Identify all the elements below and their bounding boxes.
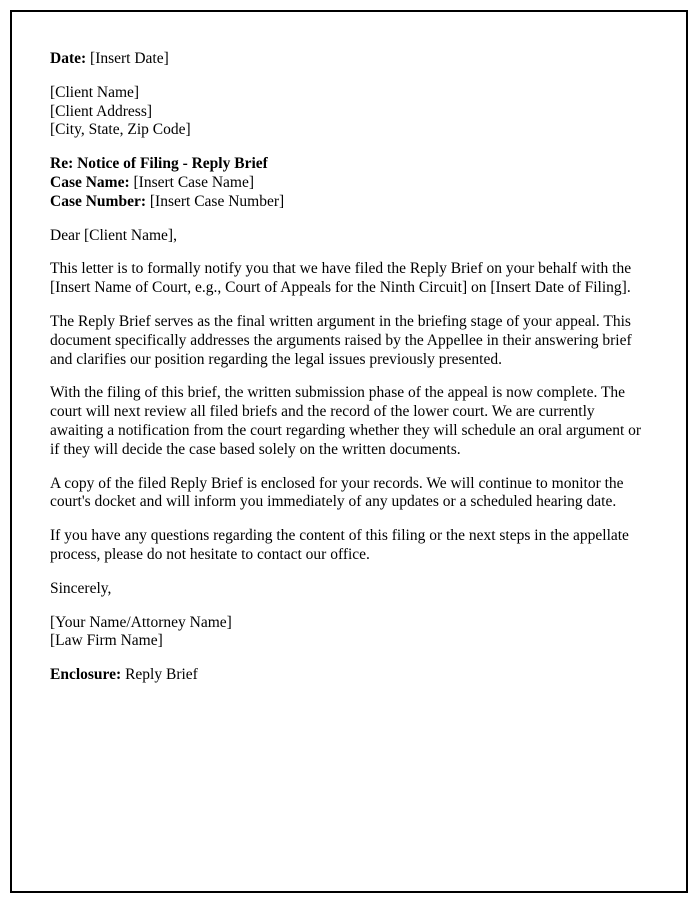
enclosure-label: Enclosure: [50, 666, 122, 684]
subject-line: Re: Notice of Filing - Reply Brief [50, 155, 268, 173]
body-paragraph-1: This letter is to formally notify you that we have filed the Reply Brief on your behalf with the [Insert Name of Court, e.g., Court of Appeals for the Ninth Circuit] on [Insert Date of Filing]. [50, 260, 632, 297]
recipient-block [50, 84, 648, 140]
case-number-label: Case Number: [50, 192, 146, 210]
signature-name: [Your Name/Attorney Name] [50, 613, 232, 631]
date-label: Date: [50, 50, 87, 67]
signature-firm: [Law Firm Name] [50, 632, 163, 650]
date-value: [Insert Date] [90, 50, 169, 67]
recipient-name: [Client Name] [50, 83, 140, 101]
recipient-address: [Client Address] [50, 102, 153, 120]
date-line [50, 50, 648, 69]
enclosure-value: Reply Brief [125, 666, 198, 684]
closing: Sincerely, [50, 579, 112, 597]
body-paragraph-2: The Reply Brief serves as the final written argument in the briefing stage of your appeal. This document specifically addresses the arguments raised by the Appellee in their answering brief and clarifies our position regarding the legal issues previously presented. [50, 312, 632, 368]
letter-page [10, 10, 688, 893]
case-name-line [50, 174, 648, 193]
case-name-label: Case Name: [50, 173, 130, 191]
enclosure-line [50, 666, 648, 685]
body-paragraph-5: If you have any questions regarding the content of this filing or the next steps in the appellate process, please do not hesitate to contact our office. [50, 527, 629, 563]
case-number-value: [Insert Case Number] [149, 192, 285, 210]
case-number-line [50, 193, 648, 212]
salutation: Dear [Client Name], [50, 226, 177, 244]
body-paragraph-4: A copy of the filed Reply Brief is enclosed for your records. We will continue to monitor the court's docket and will inform you immediately of any updates or a scheduled hearing date. [50, 474, 624, 511]
recipient-city-state-zip: [City, State, Zip Code] [50, 121, 191, 139]
case-block [50, 155, 648, 211]
body-paragraph-3: With the filing of this brief, the written submission phase of the appeal is now complete. The court will next review all filed briefs and the record of the lower court. We are currently awaiting a notification from the court regarding whether they will schedule an oral argument or if they will decide the case based solely on the written documents. [50, 384, 642, 458]
case-name-value: [Insert Case Name] [133, 173, 255, 191]
signature-block [50, 614, 648, 652]
